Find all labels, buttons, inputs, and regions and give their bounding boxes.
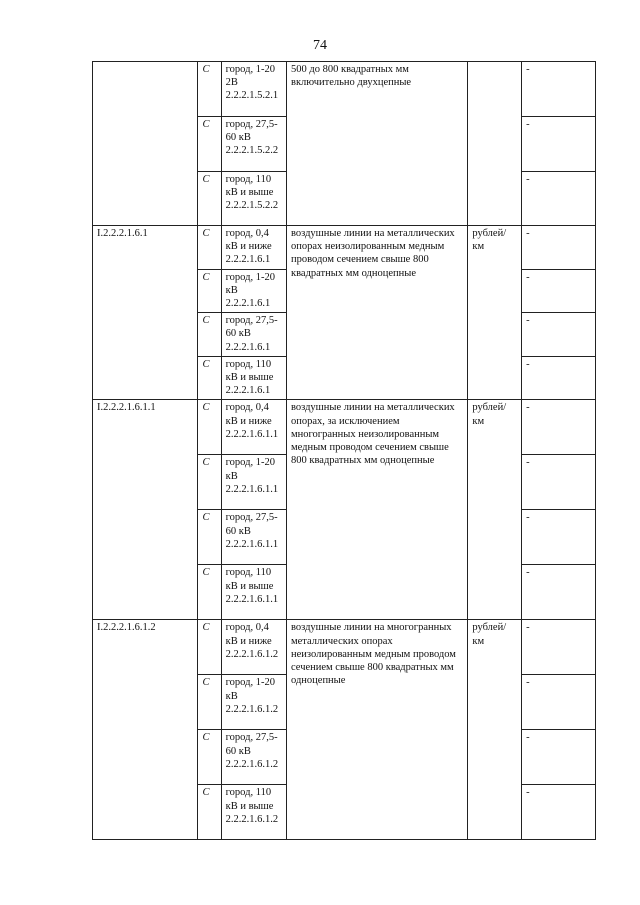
- zone-cell: город, 0,4 кВ и ниже 2.2.2.1.6.1.2: [221, 620, 286, 675]
- section-code-cell: I.2.2.2.1.6.1.2: [93, 620, 198, 840]
- zone-cell: город, 110 кВ и выше 2.2.2.1.6.1.2: [221, 785, 286, 840]
- row-type-cell: С: [198, 269, 221, 313]
- zone-cell: город, 0,4 кВ и ниже 2.2.2.1.6.1.1: [221, 400, 286, 455]
- section-unit-cell: рублей/ км: [468, 226, 522, 400]
- zone-cell: город, 110 кВ и выше 2.2.2.1.6.1: [221, 356, 286, 400]
- row-type-cell: С: [198, 356, 221, 400]
- row-type-cell: С: [198, 313, 221, 357]
- row-type-cell: С: [198, 730, 221, 785]
- zone-cell: город, 27,5-60 кВ 2.2.2.1.6.1.1: [221, 510, 286, 565]
- row-type-cell: С: [198, 565, 221, 620]
- zone-cell: город, 27,5-60 кВ 2.2.2.1.5.2.2: [221, 117, 286, 172]
- zone-cell: город, 110 кВ и выше 2.2.2.1.6.1.1: [221, 565, 286, 620]
- table-row: [93, 620, 596, 675]
- section-description-cell: воздушные линии на металлических опорах, за исключением многогранных неизолированным медным проводом сечением свыше 800 квадратных мм одноцепные: [287, 400, 468, 620]
- zone-cell: город, 1-20 кВ 2.2.2.1.6.1.1: [221, 455, 286, 510]
- value-cell: -: [522, 675, 596, 730]
- table-row: [93, 62, 596, 117]
- value-cell: -: [522, 730, 596, 785]
- tariff-table: [92, 61, 596, 840]
- row-type-cell: С: [198, 785, 221, 840]
- value-cell: -: [522, 400, 596, 455]
- value-cell: -: [522, 620, 596, 675]
- section-description-cell: 500 до 800 квадратных мм включительно двухцепные: [287, 62, 468, 226]
- row-type-cell: С: [198, 455, 221, 510]
- row-type-cell: С: [198, 675, 221, 730]
- value-cell: -: [522, 313, 596, 357]
- zone-cell: город, 27,5-60 кВ 2.2.2.1.6.1.2: [221, 730, 286, 785]
- row-type-cell: С: [198, 620, 221, 675]
- section-code-cell: I.2.2.2.1.6.1: [93, 226, 198, 400]
- value-cell: -: [522, 62, 596, 117]
- zone-cell: город, 1-20 кВ 2.2.2.1.6.1.2: [221, 675, 286, 730]
- value-cell: -: [522, 269, 596, 313]
- row-type-cell: С: [198, 400, 221, 455]
- value-cell: -: [522, 510, 596, 565]
- value-cell: -: [522, 172, 596, 226]
- value-cell: -: [522, 565, 596, 620]
- zone-cell: город, 110 кВ и выше 2.2.2.1.5.2.2: [221, 172, 286, 226]
- zone-cell: город, 0,4 кВ и ниже 2.2.2.1.6.1: [221, 226, 286, 270]
- value-cell: -: [522, 455, 596, 510]
- section-code-cell: [93, 62, 198, 226]
- table-row: [93, 226, 596, 270]
- value-cell: -: [522, 356, 596, 400]
- section-unit-cell: [468, 62, 522, 226]
- section-code-cell: I.2.2.2.1.6.1.1: [93, 400, 198, 620]
- value-cell: -: [522, 785, 596, 840]
- section-unit-cell: рублей/ км: [468, 620, 522, 840]
- row-type-cell: С: [198, 226, 221, 270]
- value-cell: -: [522, 117, 596, 172]
- section-unit-cell: рублей/ км: [468, 400, 522, 620]
- zone-cell: город, 27,5-60 кВ 2.2.2.1.6.1: [221, 313, 286, 357]
- zone-cell: город, 1-20 кВ 2.2.2.1.6.1: [221, 269, 286, 313]
- row-type-cell: С: [198, 510, 221, 565]
- row-type-cell: С: [198, 117, 221, 172]
- table-row: [93, 400, 596, 455]
- row-type-cell: С: [198, 62, 221, 117]
- page-number: 74: [313, 38, 327, 53]
- zone-cell: город, 1-20 2В 2.2.2.1.5.2.1: [221, 62, 286, 117]
- section-description-cell: воздушные линии на многогранных металлических опорах неизолированным медным проводом сечением свыше 800 квадратных мм одноцепные: [287, 620, 468, 840]
- row-type-cell: С: [198, 172, 221, 226]
- section-description-cell: воздушные линии на металлических опорах неизолированным медным проводом сечением свыше 800 квадратных мм одноцепные: [287, 226, 468, 400]
- value-cell: -: [522, 226, 596, 270]
- tariff-table-body: [93, 62, 596, 840]
